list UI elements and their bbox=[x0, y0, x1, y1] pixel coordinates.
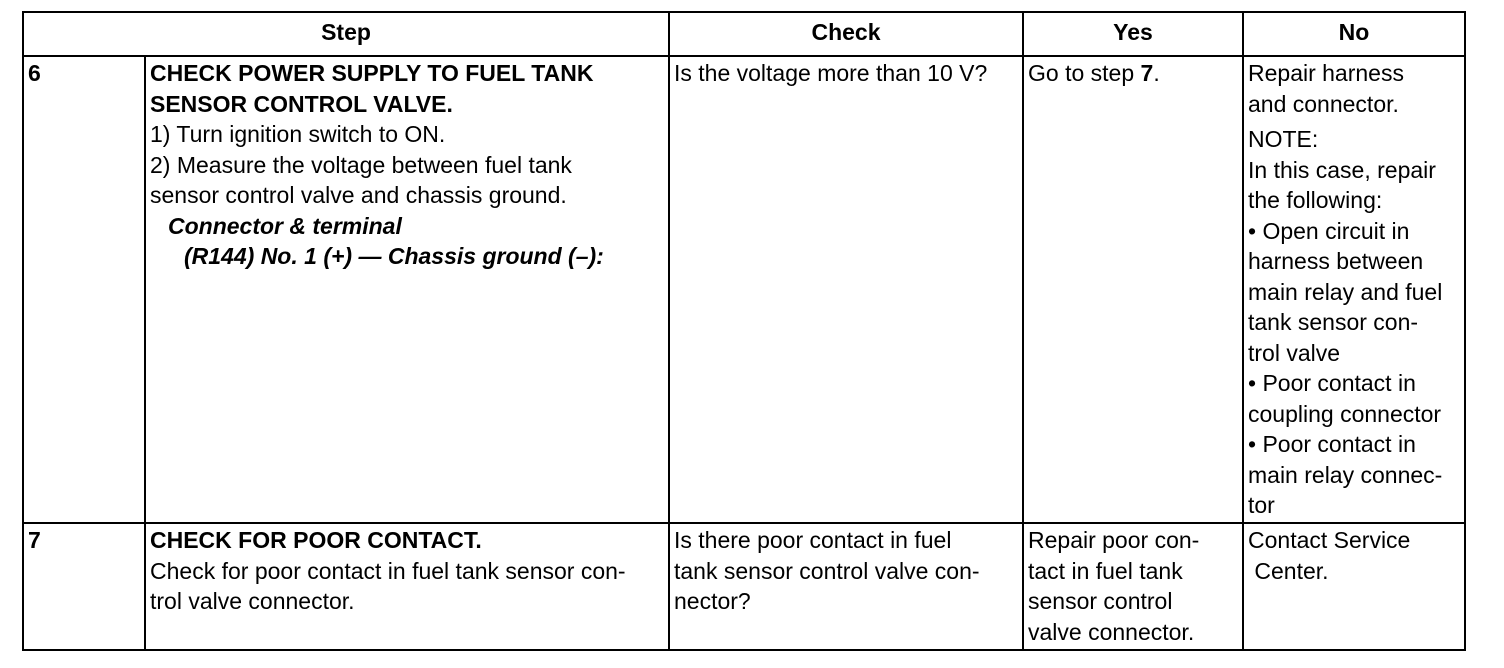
step-number: 7 bbox=[23, 523, 145, 650]
no-cell bbox=[1243, 523, 1465, 650]
step-description bbox=[145, 523, 669, 650]
yes-cell bbox=[1023, 56, 1243, 523]
yes-cell bbox=[1023, 523, 1243, 650]
no-cell bbox=[1243, 56, 1465, 523]
yes-text: Go to step bbox=[1028, 60, 1141, 86]
instruction-line: trol valve connector. bbox=[150, 588, 355, 614]
header-row bbox=[23, 12, 1465, 56]
bullet-item: • Poor contact in bbox=[1248, 431, 1416, 457]
table-row bbox=[23, 56, 1465, 523]
no-line: Center. bbox=[1248, 557, 1329, 584]
bullet-item: • Poor contact in bbox=[1248, 370, 1416, 396]
bullet-line: main relay connec- bbox=[1248, 461, 1443, 488]
instruction-line: 1) Turn ignition switch to ON. bbox=[150, 121, 446, 147]
step-description bbox=[145, 56, 669, 523]
header-yes: Yes bbox=[1023, 12, 1243, 56]
no-line: and connector. bbox=[1248, 90, 1399, 117]
note-line: In this case, repair bbox=[1248, 156, 1436, 183]
connector-label: Connector & terminal bbox=[168, 212, 402, 239]
bullet-item: • Open circuit in bbox=[1248, 217, 1410, 244]
yes-line: valve connector. bbox=[1028, 618, 1195, 645]
header-no: No bbox=[1243, 12, 1465, 56]
check-line: tank sensor control valve con- bbox=[674, 557, 980, 584]
step-title-line: CHECK POWER SUPPLY TO FUEL TANK bbox=[150, 60, 594, 86]
bullet-line: harness between bbox=[1248, 248, 1424, 274]
no-line: Contact Service bbox=[1248, 527, 1411, 553]
table-row bbox=[23, 523, 1465, 650]
instruction-line: 2) Measure the voltage between fuel tank bbox=[150, 151, 572, 178]
header-step: Step bbox=[23, 12, 669, 56]
bullet-line: tor bbox=[1248, 492, 1275, 518]
bullet-line: coupling connector bbox=[1248, 400, 1442, 427]
check-cell: Is the voltage more than 10 V? bbox=[669, 56, 1023, 523]
check-line: nector? bbox=[674, 588, 751, 614]
bullet-line: tank sensor con- bbox=[1248, 309, 1419, 335]
bullet-line: trol valve bbox=[1248, 339, 1341, 366]
note-label: NOTE: bbox=[1248, 126, 1319, 152]
header-check: Check bbox=[669, 12, 1023, 56]
check-cell bbox=[669, 523, 1023, 650]
yes-step-link: 7 bbox=[1140, 60, 1154, 86]
check-line: Is there poor contact in fuel bbox=[674, 527, 952, 553]
instruction-line: Check for poor contact in fuel tank sensor con- bbox=[150, 557, 626, 584]
step-number: 6 bbox=[23, 56, 145, 523]
diagnostic-table bbox=[22, 11, 1466, 651]
bullet-line: main relay and fuel bbox=[1248, 278, 1443, 305]
yes-line: tact in fuel tank bbox=[1028, 557, 1183, 584]
yes-line: Repair poor con- bbox=[1028, 527, 1200, 553]
instruction-line: sensor control valve and chassis ground. bbox=[150, 182, 567, 208]
step-title-line: CHECK FOR POOR CONTACT. bbox=[150, 527, 482, 553]
no-line: Repair harness bbox=[1248, 60, 1404, 86]
note-line: the following: bbox=[1248, 187, 1383, 213]
connector-value: (R144) No. 1 (+) — Chassis ground (–): bbox=[184, 243, 604, 269]
yes-suffix: . bbox=[1153, 60, 1160, 86]
yes-line: sensor control bbox=[1028, 588, 1173, 614]
step-title-line: SENSOR CONTROL VALVE. bbox=[150, 90, 453, 117]
